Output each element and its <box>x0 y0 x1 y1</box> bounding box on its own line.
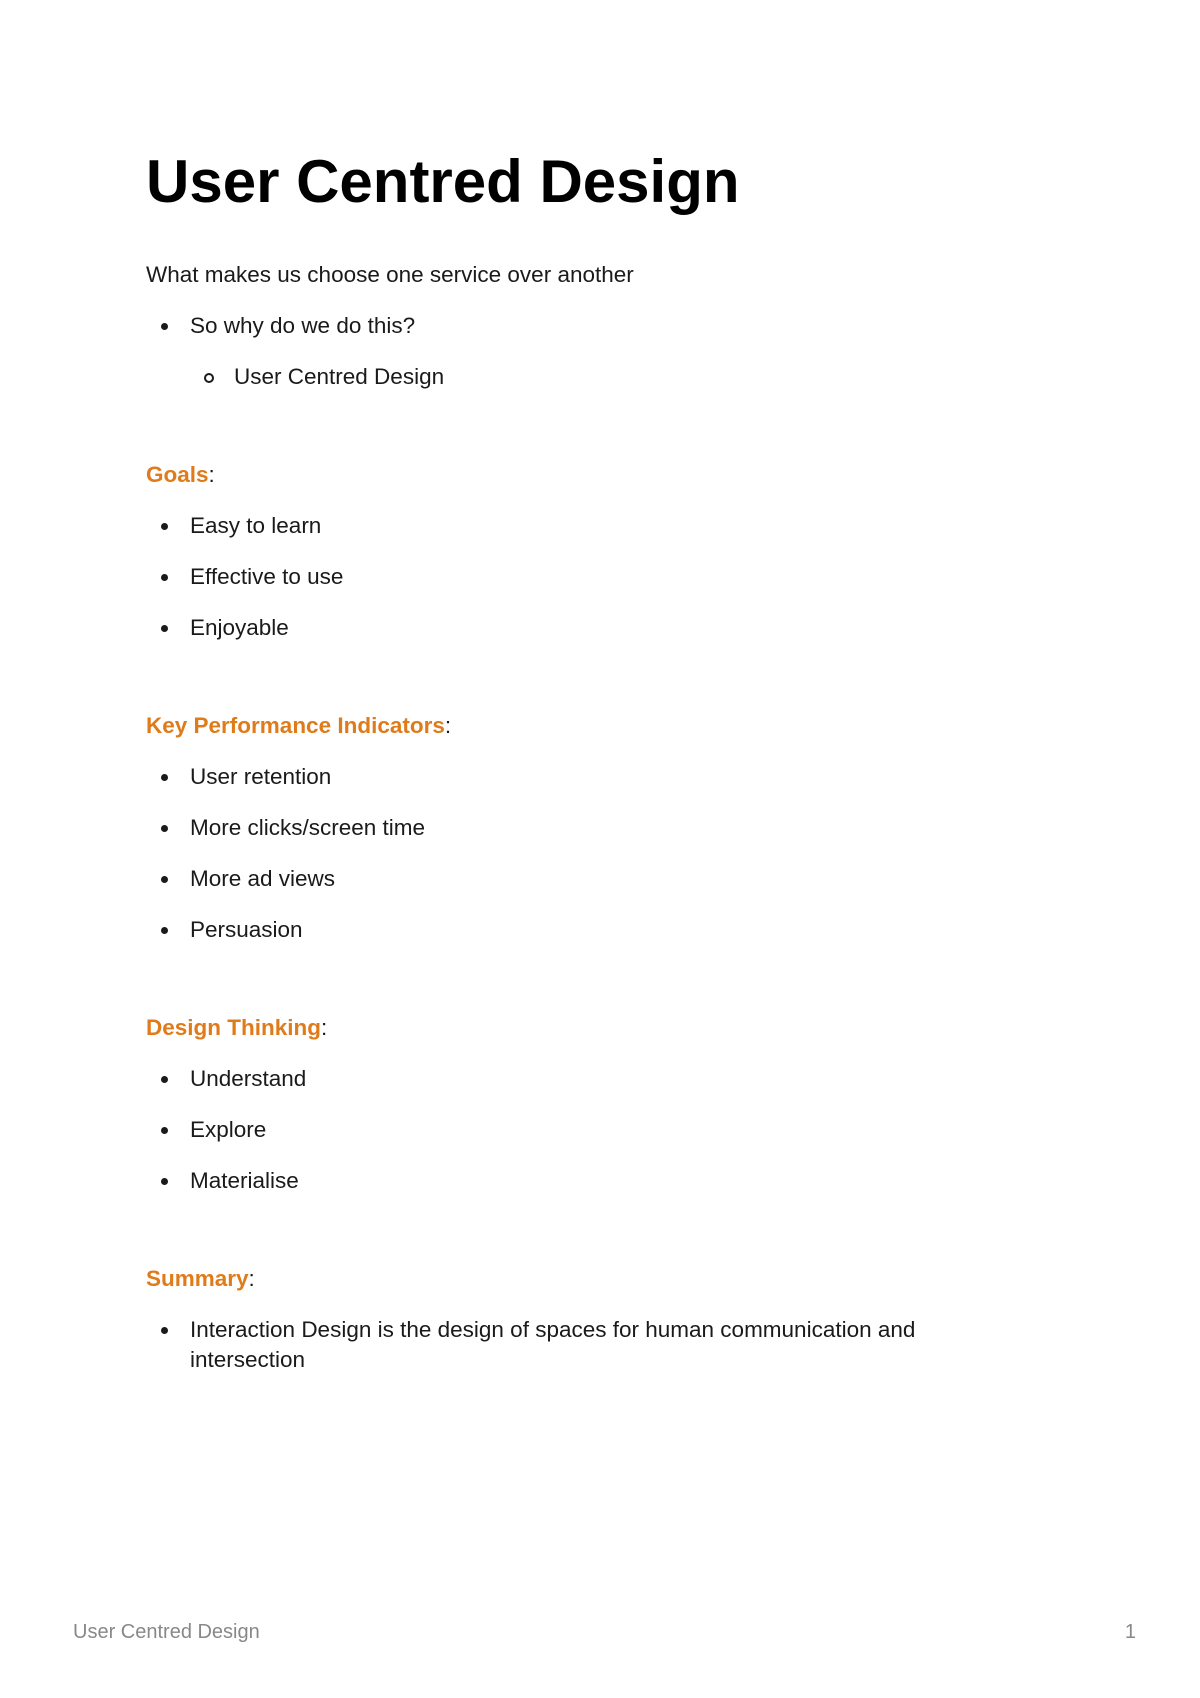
list-item: More ad views <box>146 864 1046 894</box>
heading-colon: : <box>444 713 452 738</box>
list-item: User retention <box>146 762 1046 792</box>
heading-colon: : <box>321 1015 328 1040</box>
heading-colon: : <box>208 462 215 487</box>
section-heading-label: Key Performance Indicators <box>146 713 445 738</box>
summary-list <box>146 1315 1046 1375</box>
section-heading-goals <box>146 460 1046 490</box>
sub-list-item-text: User Centred Design <box>234 364 445 389</box>
list-item <box>146 311 1046 392</box>
section-heading-label: Goals <box>146 462 209 487</box>
document-content <box>146 148 1046 1375</box>
section-heading-label: Summary <box>146 1266 249 1291</box>
section-heading-label: Design Thinking <box>146 1015 322 1040</box>
section-heading-summary <box>146 1264 1046 1294</box>
intro-paragraph: What makes us choose one service over another <box>146 262 634 287</box>
list-item: Interaction Design is the design of spaces for human communication and intersection <box>146 1315 950 1375</box>
list-item: Enjoyable <box>146 613 1046 643</box>
heading-colon: : <box>248 1266 255 1291</box>
list-item-text: So why do we do this? <box>190 313 416 338</box>
list-item: Easy to learn <box>146 511 1046 541</box>
footer-page-number: 1 <box>1124 1621 1136 1643</box>
list-item: More clicks/screen time <box>146 813 1046 843</box>
intro-bullet-list <box>146 311 1046 392</box>
sub-bullet-list <box>190 362 1046 392</box>
goals-list <box>146 511 1046 643</box>
design-thinking-list <box>146 1064 1046 1196</box>
list-item: Explore <box>146 1115 1046 1145</box>
footer-document-title: User Centred Design <box>73 1621 260 1643</box>
list-item: Persuasion <box>146 915 1046 945</box>
kpi-list <box>146 762 1046 945</box>
list-item: Understand <box>146 1064 1046 1094</box>
list-item: Materialise <box>146 1166 1046 1196</box>
section-heading-kpis <box>146 711 1046 741</box>
document-title: User Centred Design <box>146 148 740 215</box>
list-item: Effective to use <box>146 562 1046 592</box>
sub-list-item <box>190 362 1046 392</box>
section-heading-design-thinking <box>146 1013 1046 1043</box>
